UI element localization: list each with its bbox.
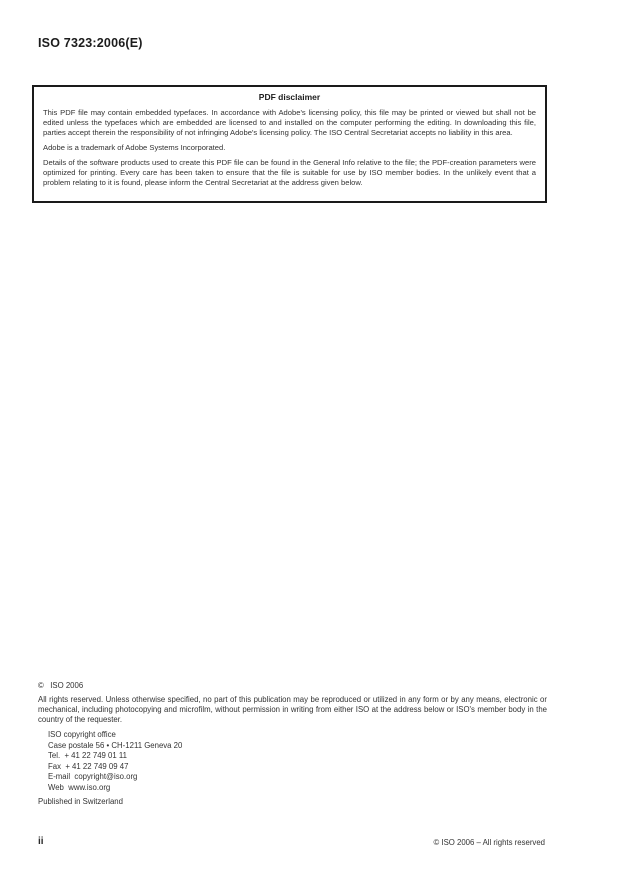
page-number: ii	[38, 836, 44, 847]
document-id-header: ISO 7323:2006(E)	[38, 36, 143, 50]
disclaimer-paragraph-3: Details of the software products used to create this PDF file can be found in the General Info relative to the file; the PDF-creation parameters were optimized for printing. Every care has been taken to ensure that the file is suitable for use by ISO member bodies. In the unlikely event that a problem relating to it is found, please inform the Central Secretariat at the address given below.	[43, 158, 536, 187]
iso-address-block	[48, 730, 547, 793]
published-note: Published in Switzerland	[38, 797, 123, 806]
copyright-section	[38, 681, 547, 807]
copyright-notice: © ISO 2006	[38, 681, 84, 690]
address-line-office: ISO copyright office	[48, 730, 116, 739]
disclaimer-paragraph-1: This PDF file may contain embedded typefaces. In accordance with Adobe's licensing policy, this file may be printed or viewed but shall not be edited unless the typefaces which are embedded are licensed to and installed on the computer performing the editing. In downloading this file, parties accept therein the responsibility of not infringing Adobe's licensing policy. The ISO Central Secretariat accepts no liability in this area.	[43, 108, 536, 137]
address-line-fax: Fax + 41 22 749 09 47	[48, 761, 129, 771]
address-line-tel: Tel. + 41 22 749 01 11	[48, 751, 127, 760]
footer-copyright: © ISO 2006 – All rights reserved	[433, 838, 545, 847]
address-line-web: Web www.iso.org	[48, 782, 111, 792]
address-line-postal: Case postale 56 • CH-1211 Geneva 20	[48, 740, 183, 750]
disclaimer-title: PDF disclaimer	[258, 92, 321, 102]
disclaimer-paragraph-2: Adobe is a trademark of Adobe Systems Incorporated.	[43, 143, 226, 152]
pdf-disclaimer-box	[32, 85, 547, 203]
rights-reserved-text: All rights reserved. Unless otherwise specified, no part of this publication may be reproduced or utilized in any form or by any means, electronic or mechanical, including photocopying and microfilm, without permission in writing from either ISO at the address below or ISO's member body in the country of the requester.	[38, 695, 547, 724]
address-line-email: E-mail copyright@iso.org	[48, 772, 138, 781]
